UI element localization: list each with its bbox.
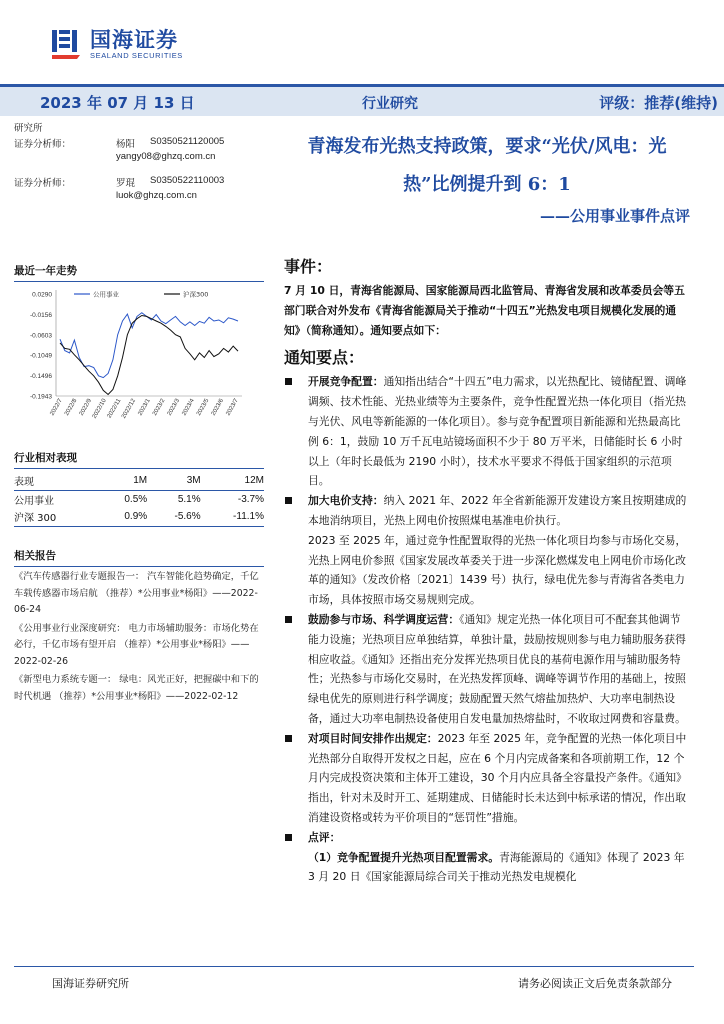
analyst-email[interactable]: yangy08@ghzq.com.cn [116, 151, 216, 162]
table-header-cell: 12M [201, 472, 264, 490]
analyst-entry [14, 174, 269, 213]
x-tick-label: 2022/8 [64, 398, 79, 417]
list-item [284, 729, 688, 828]
x-tick-label: 2022/7 [49, 398, 64, 417]
report-type: 行业研究 [362, 96, 418, 112]
table-cell: 0.5% [124, 493, 148, 505]
related-reports [14, 548, 264, 705]
table-row [14, 508, 264, 526]
point-label: 鼓励参与市场、科学调度运营： [308, 612, 460, 626]
point-label: 加大电价支持： [308, 494, 384, 508]
trend-chart-svg [14, 284, 264, 432]
related-report-link[interactable]: 《公用事业行业深度研究： 电力市场辅助服务：市场化势在必行，千亿市场有望开启 （推荐）*公用事业*杨阳》——2022-02-26 [14, 622, 259, 667]
x-tick-label: 2022/10 [91, 398, 108, 420]
report-title-line: 热”比例提升到 6：1 [403, 174, 571, 195]
point-label: 开展竞争配置： [308, 375, 384, 389]
analyst-panel [14, 122, 269, 213]
performance-title: 行业相对表现 [14, 450, 264, 469]
analyst-entry [14, 135, 269, 174]
x-tick-label: 2023/2 [152, 398, 167, 417]
x-tick-label: 2022/11 [106, 398, 123, 420]
y-tick-label: -0.1943 [29, 393, 52, 401]
list-item [284, 828, 688, 848]
report-title [282, 128, 692, 204]
legend-label: 沪深300 [183, 290, 209, 299]
trend-chart-section [14, 263, 264, 432]
table-cell: -3.7% [237, 493, 264, 505]
point-label: 对项目时间安排作出规定： [308, 731, 438, 745]
report-date: 2023 年 07 月 13 日 [40, 94, 195, 112]
analyst-name: 罗琨 [116, 178, 136, 189]
event-heading: 事件： [284, 257, 333, 276]
series-line [60, 313, 238, 378]
rating-badge: 评级：推荐(维持) [599, 94, 718, 112]
table-row [14, 490, 264, 508]
y-tick-label: 0.0290 [32, 291, 52, 299]
point-text: 2023 年至 2025 年，竞争配置的光热一体化项目中光热部分自取得开发权之日起，应在 6 个月内完成备案和各项前期工作，12 个月内完成投资决策和主体开工建设，30 个月内应具备全容量投产条件。《通知》指出，针对未及时开工、延期建成、日储能时长未达到中标承诺的情况，作出取消建设资格或转为平价项目的“惩罚性”措施。 [308, 731, 687, 824]
institute-label: 研究所 [14, 123, 43, 134]
comment-text: 青海能源局的《通知》体现了 2023 年 3 月 20 日《国家能源局综合司关于推动光热发电规模化 [308, 850, 685, 884]
table-cell: 沪深 300 [14, 508, 101, 526]
trend-chart [14, 284, 264, 432]
table-header-row [14, 472, 264, 490]
analyst-cert: S0350522110003 [150, 175, 225, 186]
brand-logo [50, 26, 183, 62]
report-subtitle: ——公用事业事件点评 [539, 207, 690, 225]
y-tick-label: -0.1496 [29, 373, 52, 381]
footer-divider [14, 966, 694, 967]
performance-table [14, 472, 264, 527]
list-item [284, 610, 688, 729]
comment-label: （1）竞争配置提升光热项目配置需求。 [308, 850, 500, 864]
analyst-name: 杨阳 [116, 139, 136, 150]
notice-points [284, 372, 688, 847]
x-tick-label: 2022/9 [78, 398, 94, 417]
list-item [284, 531, 688, 610]
list-item [284, 372, 688, 491]
series-line [60, 316, 238, 395]
point-label: 点评： [308, 830, 341, 844]
report-title-line: 青海发布光热支持政策，要求“光伏/风电：光 [307, 136, 667, 157]
analyst-email[interactable]: luok@ghzq.com.cn [116, 190, 197, 201]
table-cell: -11.1% [201, 508, 264, 526]
related-report-link[interactable]: 《汽车传感器行业专题报告一： 汽车智能化趋势确定，千亿车载传感器市场启航 （推荐）*公用事业*杨阳》——2022-06-24 [14, 571, 259, 615]
table-cell: 公用事业 [14, 495, 54, 507]
bullet-square-icon [285, 834, 292, 841]
x-tick-label: 2023/5 [196, 398, 211, 417]
bullet-square-icon [285, 616, 292, 623]
x-tick-label: 2022/12 [121, 398, 138, 420]
footer-disclaimer: 请务必阅读正文后免责条款部分 [518, 977, 672, 990]
notice-heading: 通知要点： [284, 348, 365, 368]
x-tick-label: 2023/3 [166, 398, 182, 417]
brand-name-en: SEALAND SECURITIES [90, 50, 183, 60]
footer-institute: 国海证券研究所 [52, 977, 129, 990]
related-report-link[interactable]: 《新型电力系统专题一： 绿电：风光正好，把握碳中和下的时代机遇 （推荐）*公用事业*杨阳》——2022-02-12 [14, 674, 259, 702]
comment-paragraph [284, 848, 688, 888]
chart-section-title: 最近一年走势 [14, 263, 264, 282]
report-body [284, 254, 688, 887]
header-bar [0, 84, 724, 116]
point-text: 2023 至 2025 年，通过竞争性配置取得的光热一体化项目均参与市场化交易，光热上网电价参照《国家发展改革委关于进一步深化燃煤发电上网电价市场化改革的通知》（发改价格〔2021〕1439 号）执行，绿电优先参与青海省各类电力市场，具体按照市场交易规则完成。 [308, 533, 687, 607]
point-text: 通知指出结合“十四五”电力需求，以光热配比、镜储配置、调峰调频、技术性能、光热业绩等为主要条件，竞争性配置光热一体化项目（指光热与光伏、风电等新能源的一体化项目）。参与竞争配置项目新能源和光热最高比例 6：1，鼓励 10 万千瓦电站镜场面积不少于 80 万平米，日储能时长 6 小时以上（年时长最低为 2190 小时），技术水平要求不得低于国家组织的示范项目。 [308, 375, 687, 488]
analyst-role: 证券分析师： [14, 139, 72, 150]
analyst-role: 证券分析师： [14, 178, 72, 189]
table-header-cell: 1M [101, 472, 148, 490]
x-tick-label: 2023/6 [210, 398, 226, 417]
table-cell: 5.1% [177, 493, 201, 505]
bullet-square-icon [285, 497, 292, 504]
performance-section [14, 450, 264, 527]
x-tick-label: 2023/1 [137, 398, 152, 417]
legend-label: 公用事业 [93, 290, 119, 299]
y-tick-label: -0.0603 [29, 332, 52, 340]
brand-name-cn: 国海证券 [90, 27, 178, 52]
point-text: 《通知》规定光热一体化项目可不配套其他调节能力设施；光热项目应单独结算，单独计量，鼓励按规则参与电力辅助服务获得相应收益。《通知》还指出充分发挥光热项目优良的基荷电源作用与辅助服务特性；光热参与市场化交易时，在光热发挥顶峰、调峰等调节作用的基础上，按照绿电优先的原则进行科学调度；鼓励配置天然气熔盐加热炉、大功率电制热设备，通过大功率电制热设备使用自发电量加热熔盐时，不收取过网费和容量费。 [308, 612, 686, 725]
event-paragraph [284, 281, 688, 340]
table-cell: -5.6% [147, 508, 200, 526]
list-item [284, 491, 688, 531]
x-tick-label: 2023/4 [181, 398, 196, 417]
event-text: 7 月 10 日，青海省能源局、国家能源局西北监管局、青海省发展和改革委员会等五部门联合对外发布《青海省能源局关于推动“十四五”光热发电项目规模化发展的通知》（简称通知）。通知要点如下： [284, 284, 685, 337]
bullet-square-icon [285, 378, 292, 385]
table-header-cell: 3M [147, 472, 200, 490]
related-title: 相关报告 [14, 548, 264, 567]
y-tick-label: -0.1049 [29, 352, 52, 360]
y-tick-label: -0.0156 [29, 311, 52, 319]
x-tick-label: 2023/7 [225, 398, 240, 417]
sealand-logo-icon [50, 27, 84, 61]
bullet-square-icon [285, 735, 292, 742]
table-cell: 0.9% [101, 508, 148, 526]
point-text: 纳入 2021 年、2022 年全省新能源开发建设方案且按期建成的本地消纳项目，光热上网电价按照煤电基准电价执行。 [308, 494, 687, 527]
analyst-cert: S0350521120005 [150, 136, 225, 147]
table-header-cell: 表现 [14, 472, 101, 490]
